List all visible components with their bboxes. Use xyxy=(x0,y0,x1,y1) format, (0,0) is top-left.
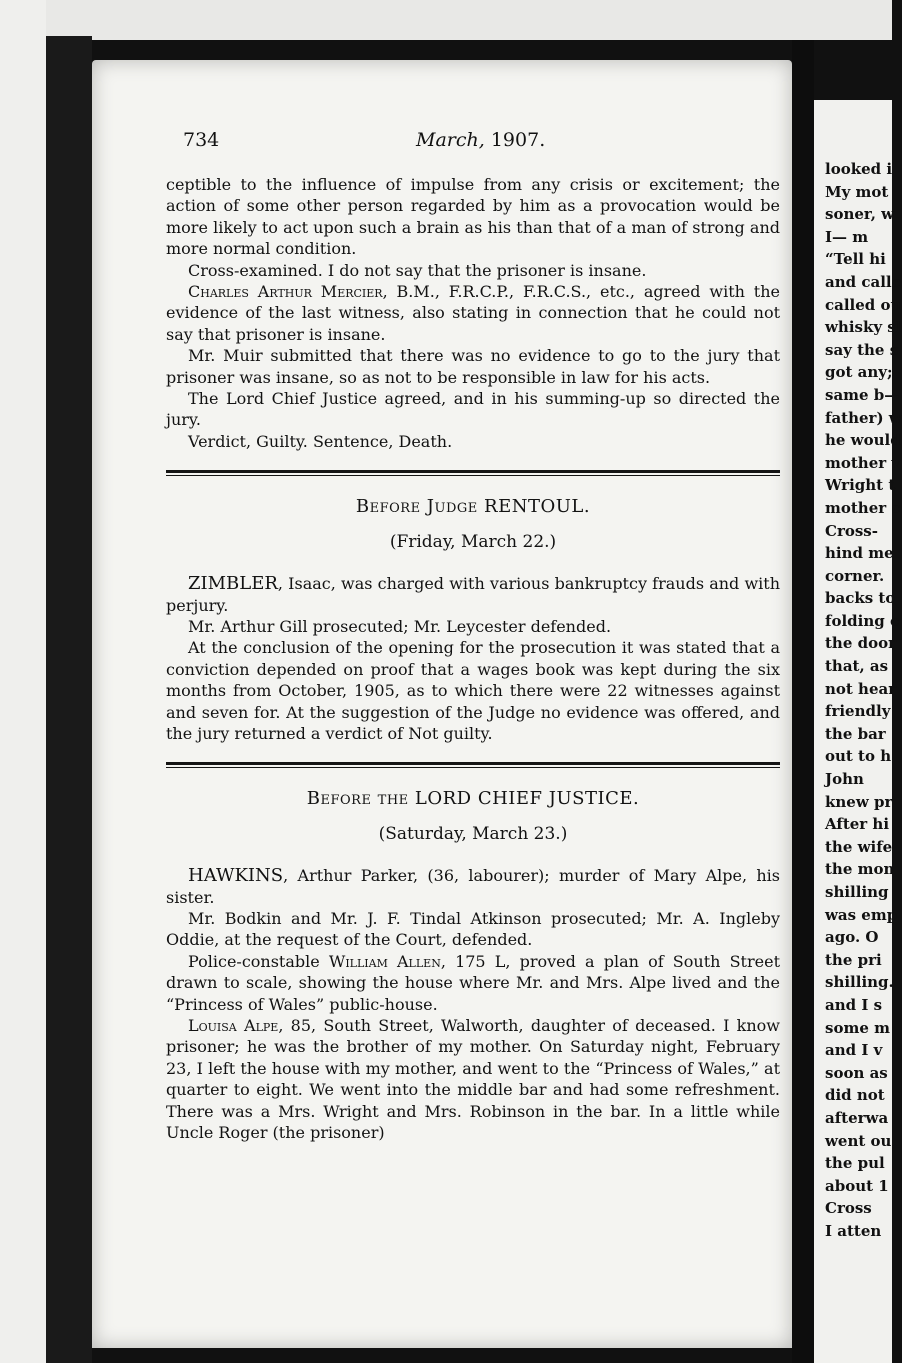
right-page-line: ago. O xyxy=(825,928,879,947)
right-page-line: the pri xyxy=(825,950,882,969)
continuation-paragraph: ceptible to the influence of impulse from any crisis or excitement; the action of some other person regarded by him as a provocation would be more likely to act upon such a brain as his than that of a man of strong and more normal condition. xyxy=(166,175,780,259)
right-page-line: I— m xyxy=(825,227,869,246)
right-page-line: about 1 xyxy=(825,1176,889,1195)
running-header xyxy=(166,130,780,174)
right-page-line: he would xyxy=(825,431,901,450)
defendant-name: HAWKINS xyxy=(188,865,284,887)
witness-testimony: , 85, South Street, Walworth, daughter of deceased. I know prisoner; he was the brother of my mother. On Saturday night, February 23, I left the house with my mother, and went to the “Princess of Wales,” at quarter to eight. We went into the middle bar and had some refreshment. There was a Mrs. Wright and Mrs. Robinson in the bar. In a little while Uncle Roger (the prisoner) xyxy=(166,1016,780,1143)
heading-prefix: Before the xyxy=(306,788,409,810)
right-page-line: folding c xyxy=(825,611,900,630)
book-gutter xyxy=(792,40,814,1363)
right-page-line: the bar xyxy=(825,724,886,743)
running-title xyxy=(416,130,545,151)
right-page-line: friendly xyxy=(825,702,891,721)
right-page-line: soner, w xyxy=(825,205,895,224)
witness-name: Louisa Alpe xyxy=(188,1016,279,1035)
page-content xyxy=(166,130,780,1143)
right-page-line: Wright t xyxy=(825,476,896,495)
right-page-line: say the s xyxy=(825,340,899,359)
defendant-name: ZIMBLER xyxy=(188,573,278,595)
right-page-line: mother c xyxy=(825,498,901,517)
rank-text: Police-constable xyxy=(188,951,320,971)
heading-name: LORD CHIEF JUSTICE. xyxy=(414,788,640,810)
outcome-paragraph: At the conclusion of the opening for the prosecution it was stated that a conviction depended on proof that a wages book was kept during the six months from October, 1905, as to which there were 22 witnesses against and seven for. At the suggestion of the Judge no evidence was offered, and the jury returned a verdict of Not guilty. xyxy=(166,638,780,743)
right-page-line: did not xyxy=(825,1086,885,1105)
section-heading-rentoul xyxy=(166,496,780,517)
counsel-paragraph: Mr. Arthur Gill prosecuted; Mr. Leycester defended. xyxy=(188,616,612,636)
right-page-line: the mon xyxy=(825,860,895,879)
charge-text: , Arthur Parker, (36, labourer); murder of Mary Alpe, his sister. xyxy=(166,866,780,907)
right-page-line: Cross xyxy=(825,1199,872,1218)
right-page-line: “Tell hi xyxy=(825,250,886,269)
book-spine-shadow xyxy=(46,36,92,1363)
summing-up-paragraph: The Lord Chief Justice agreed, and in his summing-up so directed the jury. xyxy=(166,389,780,430)
section-date: (Saturday, March 23.) xyxy=(378,823,568,844)
louisa-testimony-paragraph xyxy=(166,1015,780,1143)
right-page-line: not hear xyxy=(825,679,897,698)
right-page-line: shilling xyxy=(825,883,889,901)
allen-testimony-paragraph xyxy=(166,951,780,1015)
counsel-paragraph: Mr. Bodkin and Mr. J. F. Tindal Atkinson prosecuted; Mr. A. Ingleby Oddie, at the request of the Court, defended. xyxy=(166,908,780,950)
right-page-line: that, as xyxy=(825,657,889,676)
right-page-line: same b— xyxy=(825,385,900,404)
header-month: March, xyxy=(416,129,485,151)
heading-name: RENTOUL. xyxy=(484,496,591,518)
right-page-line: and I v xyxy=(825,1041,883,1060)
witness-name: Charles Arthur Mercier xyxy=(188,282,383,302)
muir-submission-paragraph: Mr. Muir submitted that there was no evidence to go to the jury that prisoner was insane, so as not to be responsible in law for his acts. xyxy=(166,346,780,387)
right-page-line: was emp xyxy=(825,905,898,924)
right-page-line: knew pr xyxy=(825,792,893,811)
right-page-line: out to h xyxy=(825,747,892,766)
cross-examined-paragraph: Cross-examined. I do not say that the prisoner is insane. xyxy=(188,260,647,280)
right-page-line: backs to xyxy=(825,589,896,608)
right-page-line: afterwa xyxy=(825,1108,889,1127)
right-page-line: shilling. xyxy=(825,973,894,992)
section-divider xyxy=(166,762,780,768)
section-heading-lord-chief-justice xyxy=(166,788,780,809)
right-page-line: I atten xyxy=(825,1221,882,1240)
section-divider xyxy=(166,470,780,476)
right-page-line: After hi xyxy=(825,815,890,834)
right-page-line: called ou xyxy=(825,295,902,314)
right-page-line: corner. xyxy=(825,566,885,585)
right-page-line: went ou xyxy=(825,1131,892,1150)
verdict-paragraph: Verdict, Guilty. Sentence, Death. xyxy=(188,431,453,451)
right-page-line: soon as xyxy=(825,1063,888,1082)
witness-testimony: , B.M., F.R.C.P., F.R.C.S., etc., agreed with the evidence of the last witness, also stating in connection that he could not say that prisoner is insane. xyxy=(166,282,781,344)
right-page-line: hind me xyxy=(825,544,894,563)
mercier-paragraph xyxy=(166,281,780,345)
right-page-line: and I s xyxy=(825,995,883,1014)
page-number: 734 xyxy=(183,129,220,151)
scan-background-left xyxy=(0,0,46,1363)
right-page-line: My mot xyxy=(825,182,889,201)
right-page-line: got any; xyxy=(825,363,893,382)
zimbler-case-paragraph xyxy=(166,573,780,616)
right-page-line: whisky sl xyxy=(825,318,902,337)
right-page-line: some m xyxy=(825,1018,890,1037)
right-page-lines xyxy=(814,158,902,1243)
right-page-line: Cross- xyxy=(825,521,878,540)
scan-background-top xyxy=(0,0,892,40)
hawkins-case-paragraph xyxy=(166,865,780,908)
right-page-line: the pul xyxy=(825,1154,885,1173)
right-page-line: John xyxy=(825,770,864,789)
heading-prefix: Before Judge xyxy=(355,496,478,518)
right-page-line: looked i xyxy=(825,160,893,178)
header-year: 1907. xyxy=(490,129,546,151)
right-page-line: and calle xyxy=(825,272,902,291)
right-page-fragment xyxy=(814,100,902,1363)
witness-testimony: , 175 L, proved a plan of South Street drawn to scale, showing the house where Mr. and Mrs. Alpe lived and the “Princess of Wales” public-house. xyxy=(166,951,780,1014)
charge-text: , Isaac, was charged with various bankruptcy frauds and with perjury. xyxy=(166,574,780,615)
right-page-line: father) w xyxy=(825,408,902,427)
right-page-line: the wife xyxy=(825,837,893,856)
section-date: (Friday, March 22.) xyxy=(389,531,557,552)
right-page-line: the door xyxy=(825,634,897,653)
witness-name: William Allen xyxy=(328,951,441,971)
right-page-line: mother v xyxy=(825,453,901,472)
